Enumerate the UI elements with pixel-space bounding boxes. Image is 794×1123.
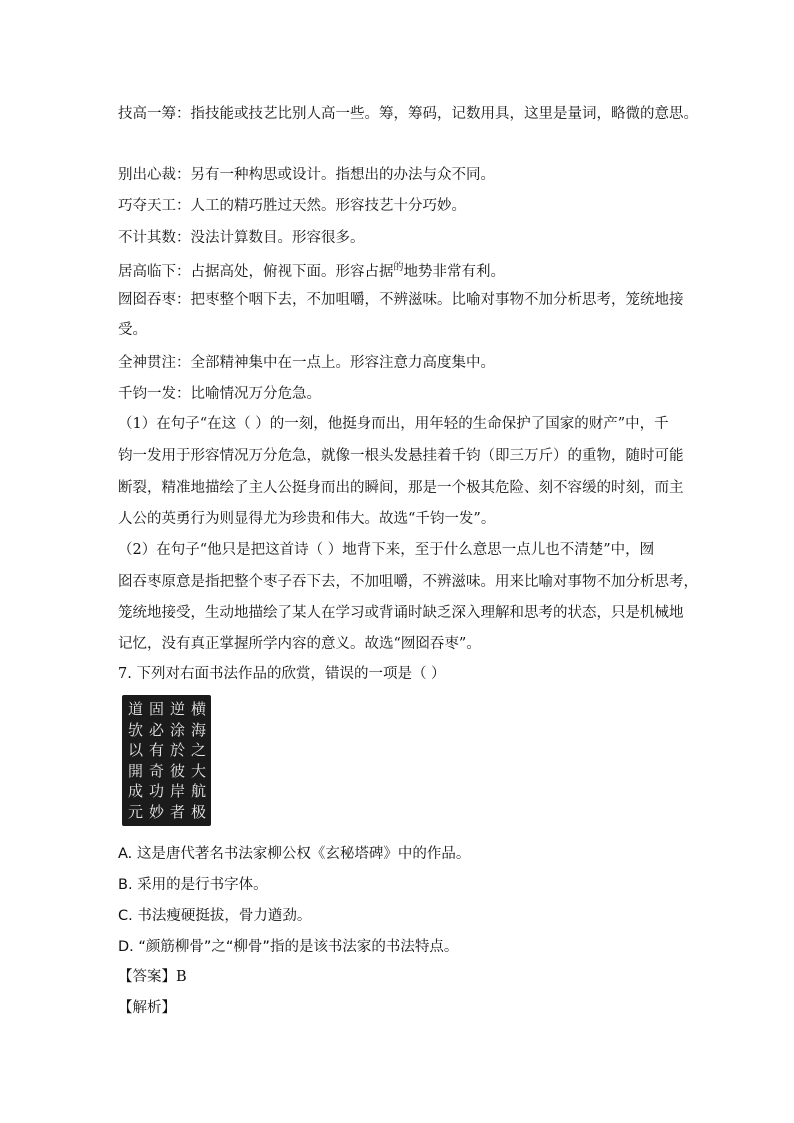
calligraphy-char: 横 — [190, 700, 206, 718]
calligraphy-char: 於 — [169, 741, 185, 759]
calligraphy-char: 必 — [148, 720, 164, 739]
option-d — [118, 937, 458, 957]
idiom-jugaolinxia-part-a: 居高临下：占据高处，俯视下面。形容占据 — [118, 264, 394, 280]
idiom-biechuxincai: 别出心裁：另有一种构思或设计。指想出的办法与众不同。 — [118, 167, 495, 183]
idiom-huluntunzao-cont: 受。 — [118, 322, 147, 338]
idiom-jugaolinxia — [118, 262, 505, 284]
option-b — [118, 875, 268, 895]
calligraphy-char: 功 — [148, 782, 164, 800]
analysis2-line: 笼统地接受，生动地描绘了某人在学习或背诵时缺乏深入理解和思考的状态，只是机械地 — [118, 605, 684, 621]
calligraphy-char: 欤 — [127, 720, 143, 739]
analysis2-line: （2）在句子“他只是把这首诗（ ）地背下来，至于什么意思一点儿也不清楚”中，囫 — [118, 542, 655, 558]
question-7: 7. 下列对右面书法作品的欣赏，错误的一项是（ ） — [118, 666, 446, 682]
calligraphy-char: 航 — [190, 782, 206, 800]
calligraphy-image — [122, 695, 211, 826]
calligraphy-column — [127, 699, 144, 822]
option-label: A. — [118, 846, 133, 862]
analysis1-line: 断裂，精准地描绘了主人公挺身而出的瞬间，那是一个极其危险、刻不容缓的时刻，而主 — [118, 480, 684, 496]
idiom-bujiqishu: 不计其数：没法计算数目。形容很多。 — [118, 230, 365, 246]
calligraphy-char: 大 — [190, 761, 206, 780]
analysis1-line: 人公的英勇行为则显得尤为珍贵和伟大。故选“千钧一发”。 — [118, 511, 496, 527]
calligraphy-char: 妙 — [148, 802, 164, 821]
calligraphy-column — [190, 699, 207, 822]
calligraphy-char: 以 — [127, 741, 143, 759]
option-text: 书法瘦硬挺拔，骨力遒劲。 — [137, 908, 312, 924]
calligraphy-char: 道 — [127, 700, 143, 718]
calligraphy-char: 彼 — [169, 761, 185, 780]
calligraphy-column — [169, 699, 186, 822]
calligraphy-char: 逆 — [169, 700, 185, 718]
idiom-quanshenguanzhu: 全神贯注：全部精神集中在一点上。形容注意力高度集中。 — [118, 355, 495, 371]
answer: 【答案】B — [118, 969, 187, 985]
option-c — [118, 906, 311, 926]
analysis2-line: 记忆，没有真正掌握所学内容的意义。故选“囫囵吞枣”。 — [118, 636, 481, 652]
analysis-heading: 【解析】 — [118, 1000, 176, 1016]
option-label: C. — [118, 908, 133, 924]
idiom-huluntunzao: 囫囵吞枣：把枣整个咽下去，不加咀嚼，不辨滋味。比喻对事物不加分析思考，笼统地接 — [118, 292, 684, 308]
calligraphy-char: 固 — [148, 700, 164, 718]
calligraphy-char: 岸 — [169, 782, 185, 800]
calligraphy-char: 有 — [148, 741, 164, 759]
calligraphy-column — [148, 699, 165, 822]
option-text: “颜筋柳骨”之“柳骨”指的是该书法家的书法特点。 — [138, 939, 459, 955]
calligraphy-char: 開 — [127, 761, 143, 780]
idiom-jugaolinxia-sup: 的 — [393, 262, 404, 273]
analysis2-line: 囵吞枣原意是指把整个枣子吞下去，不加咀嚼，不辨滋味。用来比喻对事物不加分析思考， — [118, 574, 698, 590]
calligraphy-char: 之 — [190, 741, 206, 759]
idiom-jugaolinxia-part-b: 地势非常有利。 — [403, 264, 505, 280]
idiom-jigaoyichou: 技高一筹：指技能或技艺比别人高一些。筹，筹码，记数用具，这里是量词，略微的意思。 — [118, 106, 698, 122]
option-label: B. — [118, 877, 133, 893]
option-text: 采用的是行书字体。 — [137, 877, 268, 893]
calligraphy-char: 极 — [190, 802, 206, 821]
calligraphy-char: 涂 — [169, 720, 185, 739]
idiom-qiaoduotiangong: 巧夺天工：人工的精巧胜过天然。形容技艺十分巧妙。 — [118, 198, 466, 214]
analysis1-line: 钧一发用于形容情况万分危急，就像一根头发悬挂着千钧（即三万斤）的重物，随时可能 — [118, 448, 684, 464]
calligraphy-char: 者 — [169, 802, 185, 821]
calligraphy-char: 成 — [127, 782, 143, 800]
idiom-qianjunyifa: 千钧一发：比喻情况万分危急。 — [118, 386, 321, 402]
option-text: 这是唐代著名书法家柳公权《玄秘塔碑》中的作品。 — [136, 846, 471, 862]
analysis1-line: （1）在句子“在这（ ）的一刻，他挺身而出，用年轻的生命保护了国家的财产”中，千 — [118, 416, 669, 432]
calligraphy-char: 海 — [190, 720, 206, 739]
calligraphy-char: 元 — [127, 802, 143, 821]
calligraphy-char: 奇 — [148, 761, 164, 780]
option-a — [118, 844, 470, 864]
option-label: D. — [118, 939, 134, 955]
